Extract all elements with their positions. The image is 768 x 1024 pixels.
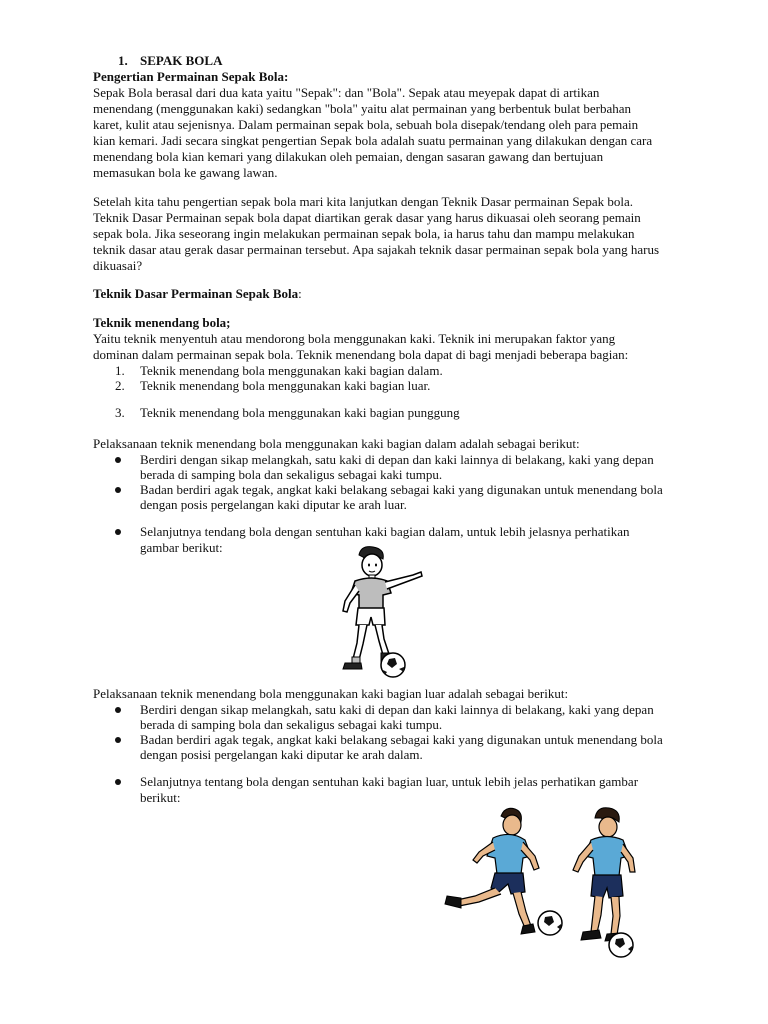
bullet-text: dengan posisi pergelangan kaki diputar ke arah dalam. bbox=[140, 747, 423, 762]
heading-number: 1. bbox=[118, 53, 128, 68]
list-item: Teknik menendang bola menggunakan kaki bagian luar. bbox=[140, 378, 431, 393]
section-title-colon: : bbox=[298, 286, 302, 301]
paragraph-line: Pelaksanaan teknik menendang bola menggunakan kaki bagian luar adalah sebagai berikut: bbox=[93, 686, 569, 701]
paragraph-line: Teknik Dasar Permainan sepak bola dapat diartikan gerak dasar yang harus dikuasai oleh seorang pemain bbox=[93, 210, 641, 225]
outside-kick-illustration bbox=[435, 800, 645, 965]
subsection-title-menendang: Teknik menendang bola; bbox=[93, 315, 231, 330]
bullet-text: berada di samping bola dan sekaligus sebagai kaki tumpu. bbox=[140, 467, 443, 482]
player-two bbox=[573, 808, 635, 957]
paragraph-line: karet, kulit atau sejenisnya. Dalam permainan sepak bola, sebuah bola disepak/tendang oleh para pemain bbox=[93, 117, 639, 132]
bullet-text: Selanjutnya tentang bola dengan sentuhan kaki bagian luar, untuk lebih jelas perhatikan gambar bbox=[140, 774, 639, 789]
paragraph-line: Yaitu teknik menyentuh atau mendorong bola menggunakan kaki. Teknik ini merupakan faktor yang bbox=[93, 331, 616, 346]
player-one bbox=[445, 808, 562, 935]
bullet-text: berikut: bbox=[140, 790, 181, 805]
section-title-pengertian: Pengertian Permainan Sepak Bola: bbox=[93, 69, 289, 84]
bullet-dot bbox=[115, 707, 121, 713]
bullet-text: gambar berikut: bbox=[140, 540, 223, 555]
bullet-text: berada di samping bola dan sekaligus sebagai kaki tumpu. bbox=[140, 717, 443, 732]
paragraph-line: sepak bola. Jika seseorang ingin melakukan permainan sepak bola, ia harus tahu dan mampu melakukan bbox=[93, 226, 635, 241]
paragraph-line: kian kemari. Jadi secara singkat pengertian Sepak bola adalah suatu permainan yang dilakukan dengan cara bbox=[93, 133, 653, 148]
list-item: Teknik menendang bola menggunakan kaki bagian punggung bbox=[140, 405, 460, 420]
bullet-text: Badan berdiri agak tegak, angkat kaki belakang sebagai kaki yang digunakan untuk menendang bola bbox=[140, 482, 663, 497]
paragraph-line: menendang (menggunakan kaki) sedangkan "bola" yaitu alat permainan yang berbentuk bulat berbahan bbox=[93, 101, 632, 116]
bullet-text: Berdiri dengan sikap melangkah, satu kaki di depan dan kaki lainnya di belakang, kaki yang depan bbox=[140, 702, 654, 717]
paragraph-line: memasukan bola ke gawang lawan. bbox=[93, 165, 278, 180]
list-number: 2. bbox=[115, 378, 125, 393]
inside-kick-illustration bbox=[325, 545, 425, 680]
paragraph-line: Setelah kita tahu pengertian sepak bola mari kita lanjutkan dengan Teknik Dasar permainan Sepak bola. bbox=[93, 194, 633, 209]
bullet-text: Badan berdiri agak tegak, angkat kaki belakang sebagai kaki yang digunakan untuk menendang bola bbox=[140, 732, 663, 747]
list-item: Teknik menendang bola menggunakan kaki bagian dalam. bbox=[140, 363, 443, 378]
bullet-dot bbox=[115, 779, 121, 785]
list-number: 1. bbox=[115, 363, 125, 378]
heading-title: SEPAK BOLA bbox=[140, 53, 223, 68]
section-title-teknik-dasar bbox=[93, 286, 302, 301]
bullet-dot bbox=[115, 529, 121, 535]
paragraph-line: dominan dalam permainan sepak bola. Teknik menendang bola dapat di bagi menjadi beberapa bagian: bbox=[93, 347, 629, 362]
bullet-text: Berdiri dengan sikap melangkah, satu kaki di depan dan kaki lainnya di belakang, kaki yang depan bbox=[140, 452, 654, 467]
paragraph-line: Pelaksanaan teknik menendang bola menggunakan kaki bagian dalam adalah sebagai berikut: bbox=[93, 436, 580, 451]
paragraph-line: menendang bola kian kemari yang dilakukan oleh pemaian, dengan sasaran gawang dan bertujuan bbox=[93, 149, 604, 164]
paragraph-line: dikuasai? bbox=[93, 258, 143, 273]
list-number: 3. bbox=[115, 405, 125, 420]
bullet-dot bbox=[115, 737, 121, 743]
bullet-text: dengan posis pergelangan kaki diputar ke arah luar. bbox=[140, 497, 407, 512]
bullet-dot bbox=[115, 487, 121, 493]
paragraph-line: teknik dasar atau gerak dasar permainan tersebut. Apa sajakah teknik dasar permainan sepak bola yang harus bbox=[93, 242, 660, 257]
bullet-text: Selanjutnya tendang bola dengan sentuhan kaki bagian dalam, untuk lebih jelasnya perhatikan bbox=[140, 524, 630, 539]
bullet-dot bbox=[115, 457, 121, 463]
section-title-text: Teknik Dasar Permainan Sepak Bola bbox=[93, 286, 299, 301]
paragraph-line: Sepak Bola berasal dari dua kata yaitu "Sepak": dan "Bola". Sepak atau meyepak dapat di artikan bbox=[93, 85, 600, 100]
